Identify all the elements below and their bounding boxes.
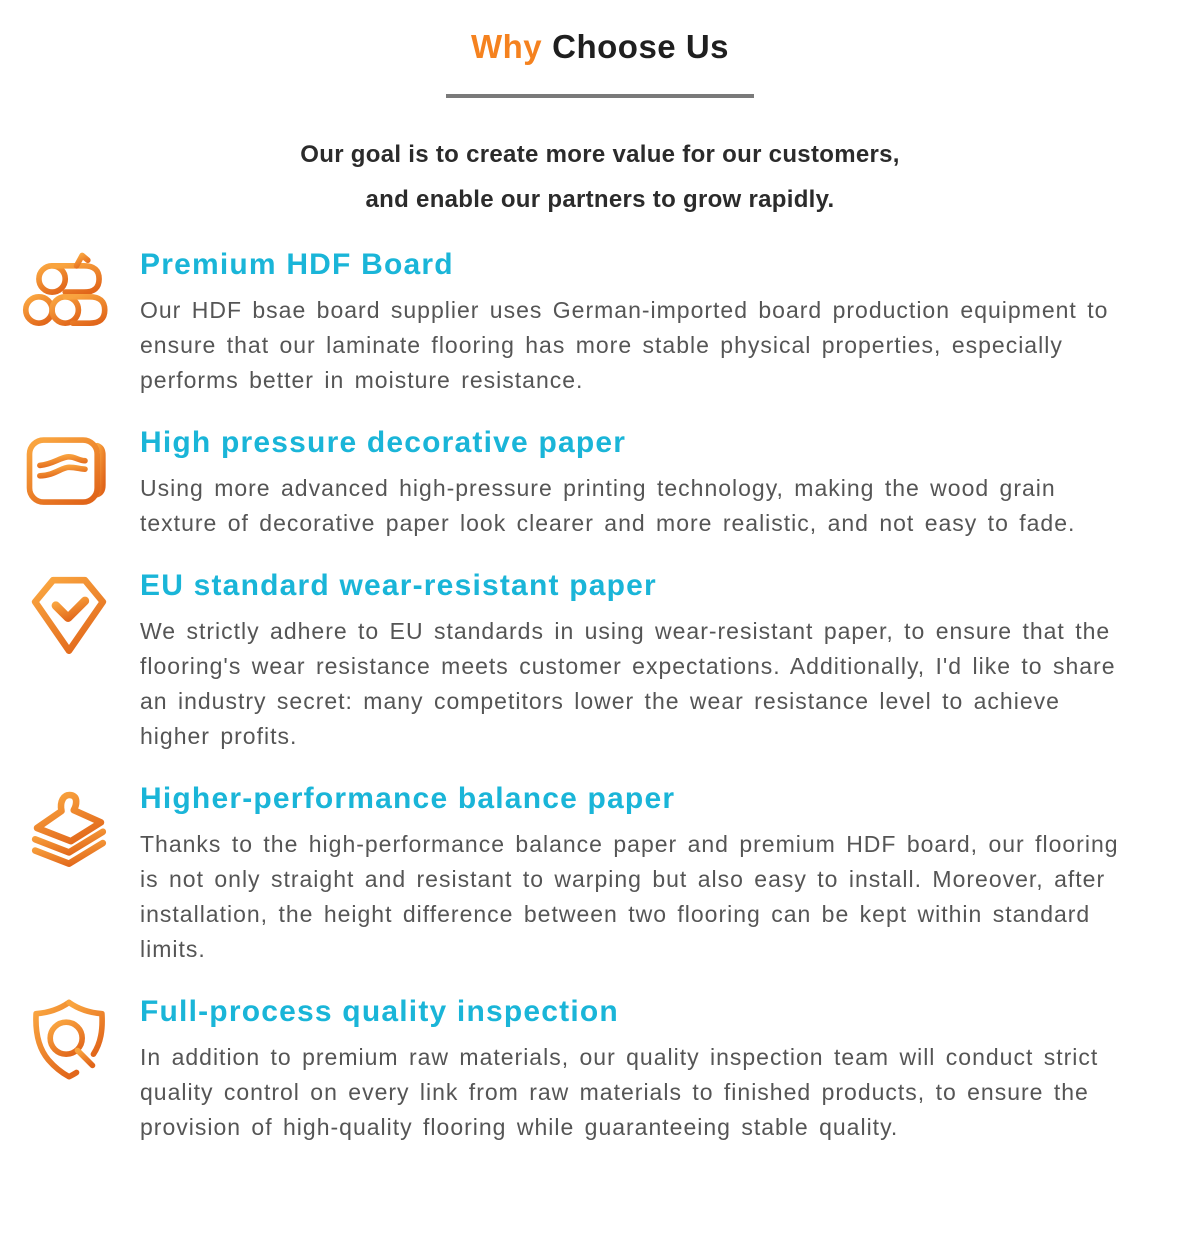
page-title-accent: Why xyxy=(470,28,543,65)
feature-content xyxy=(140,781,1125,967)
feature-heading: High pressure decorative paper xyxy=(140,426,627,459)
shield-check-icon xyxy=(22,568,140,662)
page-title xyxy=(0,26,1200,68)
feature-body: Thanks to the high-performance balance paper and premium HDF board, our flooring is not only straight and resistant to warping but also easy to install. Moreover, after installation, the height difference between two flooring can be kept within standard limits. xyxy=(140,831,1119,962)
feature-list xyxy=(0,247,1200,1145)
feature-content xyxy=(140,247,1125,398)
feature-heading: Full-process quality inspection xyxy=(140,995,619,1028)
feature-heading: Premium HDF Board xyxy=(140,248,454,281)
page-title-rest: Choose Us xyxy=(552,28,730,65)
feature-body: In addition to premium raw materials, our quality inspection team will conduct strict quality control on every link from raw materials to finished products, to ensure the provision of high-quality flooring while guaranteeing stable quality. xyxy=(140,1044,1099,1140)
feature-body: Using more advanced high-pressure printing technology, making the wood grain texture of decorative paper look clearer and more realistic, and not easy to fade. xyxy=(140,475,1076,536)
feature-heading: EU standard wear-resistant paper xyxy=(140,569,657,602)
feature-balance-paper xyxy=(22,781,1140,967)
paper-stack-icon xyxy=(22,781,140,875)
feature-decorative-paper xyxy=(22,425,1140,541)
feature-content xyxy=(140,568,1125,754)
subtitle-line-1: Our goal is to create more value for our customers, xyxy=(300,141,900,168)
feature-wear-resistant-paper xyxy=(22,568,1140,754)
wood-grain-paper-icon xyxy=(22,425,140,519)
feature-quality-inspection xyxy=(22,994,1140,1145)
feature-content xyxy=(140,994,1125,1145)
shield-magnifier-icon xyxy=(22,994,140,1088)
logs-icon xyxy=(22,247,140,341)
feature-content xyxy=(140,425,1125,541)
feature-premium-hdf-board xyxy=(22,247,1140,398)
subtitle-line-2: and enable our partners to grow rapidly. xyxy=(365,186,835,213)
section-subtitle xyxy=(0,132,1200,222)
feature-body: We strictly adhere to EU standards in using wear-resistant paper, to ensure that the flooring's wear resistance meets customer expectations. Additionally, I'd like to share an industry secret: many competitors lower the wear resistance level to achieve higher profits. xyxy=(140,618,1116,749)
feature-body: Our HDF bsae board supplier uses German-imported board production equipment to ensure that our laminate flooring has more stable physical properties, especially performs better in moisture resistance. xyxy=(140,297,1109,393)
title-divider xyxy=(446,94,754,98)
feature-heading: Higher-performance balance paper xyxy=(140,782,676,815)
